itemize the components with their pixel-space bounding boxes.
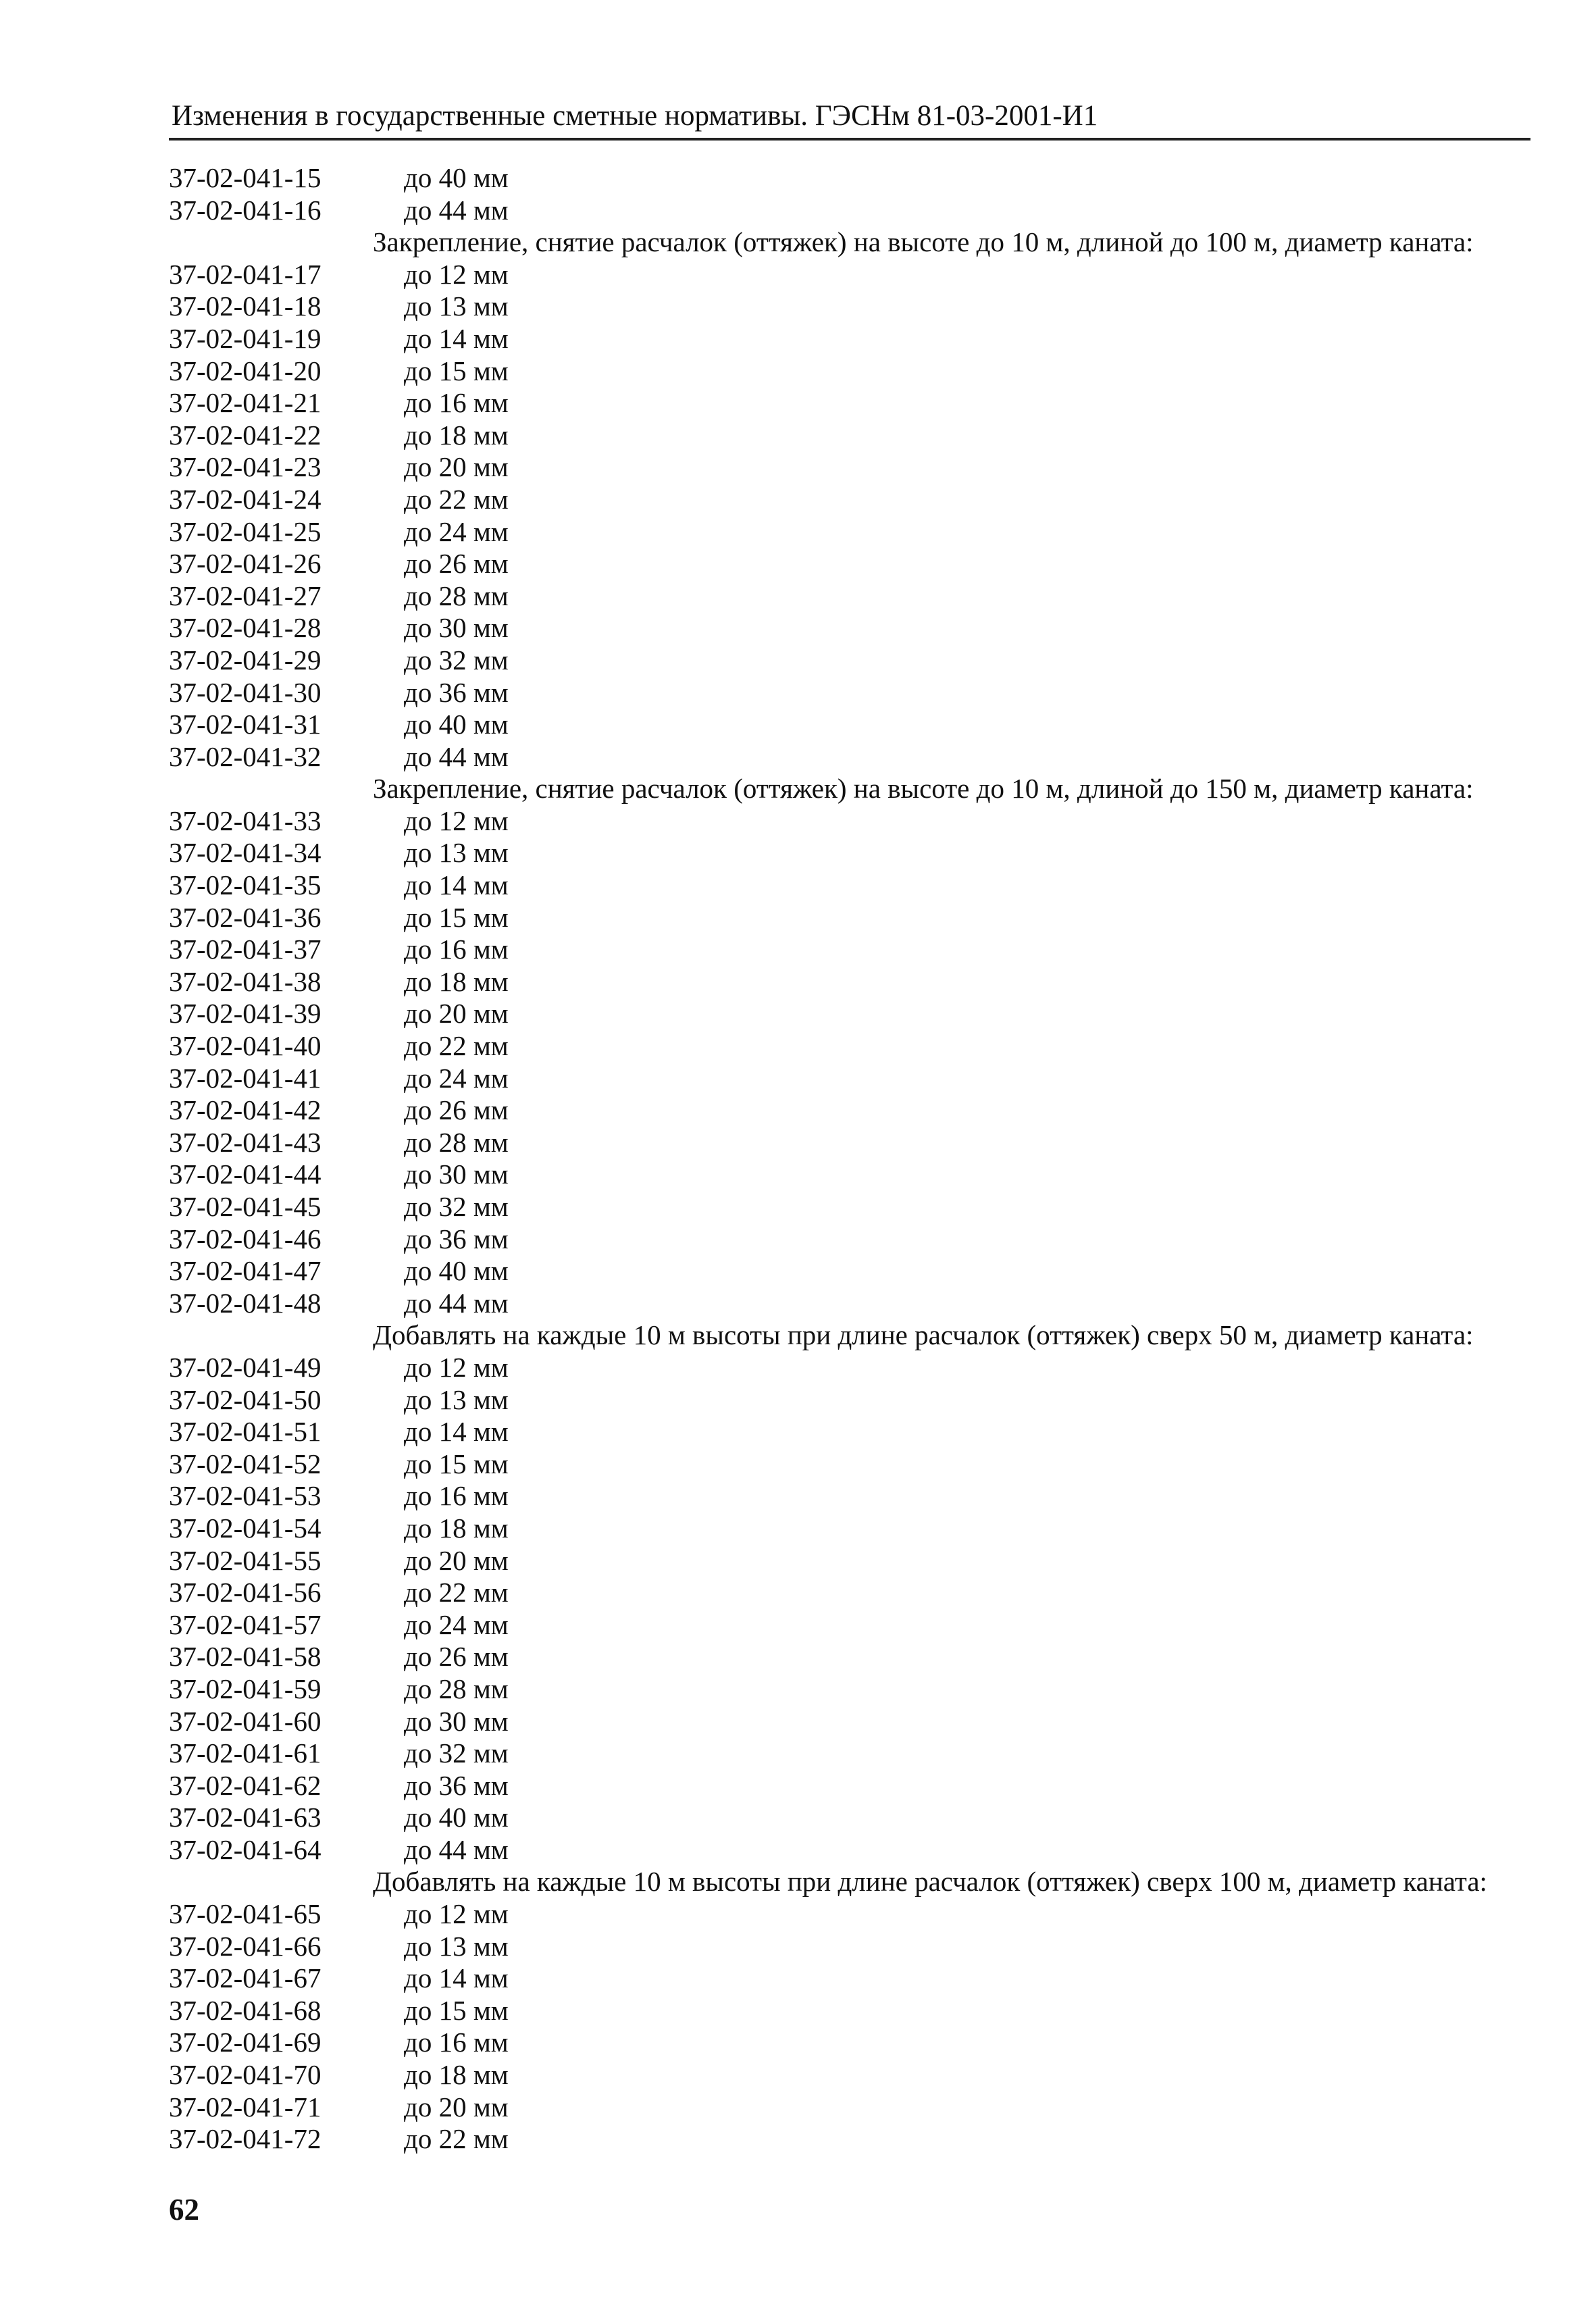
norm-diameter: до 18 мм <box>404 1512 509 1544</box>
norm-diameter: до 30 мм <box>404 1159 509 1190</box>
norm-diameter: до 13 мм <box>404 837 509 869</box>
norm-code: 37-02-041-15 <box>169 162 321 193</box>
norm-diameter: до 24 мм <box>404 515 509 547</box>
norm-row <box>169 1834 1540 1866</box>
norm-code: 37-02-041-72 <box>169 2123 321 2155</box>
norm-code: 37-02-041-51 <box>169 1416 321 1448</box>
norm-row <box>169 1094 1540 1127</box>
norm-row <box>169 290 1540 323</box>
norm-diameter: до 32 мм <box>404 1737 509 1769</box>
norm-row <box>169 548 1540 580</box>
norm-row <box>169 1127 1540 1159</box>
norm-row <box>169 966 1540 998</box>
norm-row <box>169 805 1540 838</box>
norm-row <box>169 902 1540 934</box>
norm-row <box>169 355 1540 388</box>
norm-code: 37-02-041-30 <box>169 676 321 708</box>
norm-row <box>169 195 1540 227</box>
norm-row <box>169 741 1540 773</box>
norm-diameter: до 15 мм <box>404 1994 509 2026</box>
norm-row <box>169 1255 1540 1288</box>
norm-diameter: до 16 мм <box>404 387 509 419</box>
norm-code: 37-02-041-50 <box>169 1383 321 1415</box>
norm-diameter: до 16 мм <box>404 1480 509 1512</box>
norm-row <box>169 1706 1540 1738</box>
norm-code: 37-02-041-47 <box>169 1255 321 1287</box>
norm-row <box>169 1288 1540 1320</box>
norm-row <box>169 484 1540 516</box>
norm-diameter: до 40 мм <box>404 162 509 193</box>
norm-code: 37-02-041-37 <box>169 934 321 965</box>
norm-code: 37-02-041-69 <box>169 2027 321 2058</box>
norm-diameter: до 16 мм <box>404 2027 509 2058</box>
norm-diameter: до 30 мм <box>404 612 509 644</box>
section-heading-text: Закрепление, снятие расчалок (оттяжек) на высоте до 10 м, длиной до 100 м, диаметр каната: <box>373 226 1474 258</box>
page-header <box>169 92 1530 141</box>
norm-row <box>169 1737 1540 1770</box>
norm-row <box>169 837 1540 869</box>
norm-row <box>169 869 1540 902</box>
norm-row <box>169 420 1540 452</box>
norm-diameter: до 22 мм <box>404 1577 509 1608</box>
norm-row <box>169 1223 1540 1256</box>
norm-row <box>169 1898 1540 1931</box>
norm-code: 37-02-041-42 <box>169 1094 321 1126</box>
norm-row <box>169 1063 1540 1095</box>
norm-row <box>169 451 1540 484</box>
norm-diameter: до 12 мм <box>404 1351 509 1383</box>
norm-code: 37-02-041-65 <box>169 1898 321 1930</box>
section-heading-text: Закрепление, снятие расчалок (оттяжек) на высоте до 10 м, длиной до 150 м, диаметр каната: <box>373 773 1474 805</box>
norm-code: 37-02-041-41 <box>169 1062 321 1094</box>
norm-code: 37-02-041-17 <box>169 258 321 290</box>
norm-code: 37-02-041-71 <box>169 2091 321 2123</box>
norm-code: 37-02-041-61 <box>169 1737 321 1769</box>
norm-row <box>169 2027 1540 2059</box>
section-heading <box>169 226 1540 259</box>
norm-diameter: до 26 мм <box>404 548 509 580</box>
norm-row <box>169 1416 1540 1448</box>
section-heading <box>169 773 1540 805</box>
norm-row <box>169 1513 1540 1545</box>
norm-code: 37-02-041-24 <box>169 483 321 515</box>
norm-row <box>169 259 1540 291</box>
norm-diameter: до 13 мм <box>404 1930 509 1962</box>
norm-row <box>169 2059 1540 2091</box>
norm-code: 37-02-041-39 <box>169 998 321 1030</box>
norm-code: 37-02-041-16 <box>169 194 321 226</box>
norm-diameter: до 20 мм <box>404 2091 509 2123</box>
norm-code: 37-02-041-58 <box>169 1641 321 1673</box>
norm-code: 37-02-041-43 <box>169 1126 321 1158</box>
norm-diameter: до 36 мм <box>404 676 509 708</box>
norm-code: 37-02-041-62 <box>169 1769 321 1801</box>
norm-row <box>169 1609 1540 1642</box>
norm-code: 37-02-041-63 <box>169 1802 321 1833</box>
norm-diameter: до 16 мм <box>404 934 509 965</box>
norm-diameter: до 12 мм <box>404 1898 509 1930</box>
section-heading <box>169 1319 1540 1352</box>
norm-code: 37-02-041-35 <box>169 869 321 901</box>
norm-row <box>169 1673 1540 1706</box>
norm-diameter: до 22 мм <box>404 2123 509 2155</box>
norm-code: 37-02-041-25 <box>169 515 321 547</box>
norm-diameter: до 15 мм <box>404 355 509 386</box>
norm-row <box>169 1545 1540 1577</box>
norm-code: 37-02-041-18 <box>169 290 321 322</box>
norm-row <box>169 1995 1540 2027</box>
norm-code: 37-02-041-38 <box>169 965 321 997</box>
norm-code: 37-02-041-48 <box>169 1287 321 1319</box>
norm-row <box>169 580 1540 613</box>
header-title: Изменения в государственные сметные нормативы. ГЭСНм 81-03-2001-И1 <box>172 100 1098 132</box>
norm-code: 37-02-041-34 <box>169 837 321 869</box>
norm-diameter: до 14 мм <box>404 1416 509 1448</box>
norm-row <box>169 1641 1540 1673</box>
norm-diameter: до 22 мм <box>404 483 509 515</box>
norm-diameter: до 20 мм <box>404 998 509 1030</box>
norm-diameter: до 20 мм <box>404 1544 509 1576</box>
norm-row <box>169 1384 1540 1417</box>
norm-row <box>169 998 1540 1030</box>
norm-diameter: до 28 мм <box>404 1126 509 1158</box>
norm-row <box>169 1191 1540 1223</box>
norm-row <box>169 1931 1540 1963</box>
norm-code: 37-02-041-33 <box>169 805 321 836</box>
norm-diameter: до 28 мм <box>404 1673 509 1704</box>
norm-code: 37-02-041-36 <box>169 901 321 933</box>
norm-code: 37-02-041-20 <box>169 355 321 386</box>
norm-code: 37-02-041-66 <box>169 1930 321 1962</box>
norm-row <box>169 1480 1540 1513</box>
norm-code: 37-02-041-68 <box>169 1994 321 2026</box>
norm-code: 37-02-041-55 <box>169 1544 321 1576</box>
norm-diameter: до 22 мм <box>404 1030 509 1062</box>
norm-code: 37-02-041-32 <box>169 740 321 772</box>
norm-diameter: до 36 мм <box>404 1223 509 1254</box>
norm-code: 37-02-041-45 <box>169 1191 321 1222</box>
norm-diameter: до 15 мм <box>404 1448 509 1479</box>
norm-row <box>169 1802 1540 1834</box>
norm-code: 37-02-041-22 <box>169 419 321 451</box>
norm-row <box>169 709 1540 741</box>
norm-row <box>169 1962 1540 1995</box>
section-heading <box>169 1866 1540 1898</box>
norm-diameter: до 12 мм <box>404 258 509 290</box>
norm-row <box>169 1577 1540 1609</box>
norm-row <box>169 1030 1540 1063</box>
norm-diameter: до 40 мм <box>404 1255 509 1287</box>
norm-diameter: до 30 мм <box>404 1705 509 1737</box>
norm-code: 37-02-041-54 <box>169 1512 321 1544</box>
norm-code: 37-02-041-64 <box>169 1833 321 1865</box>
norm-diameter: до 24 мм <box>404 1062 509 1094</box>
norm-row <box>169 1448 1540 1481</box>
norm-diameter: до 44 мм <box>404 1833 509 1865</box>
norm-diameter: до 13 мм <box>404 1383 509 1415</box>
norm-code: 37-02-041-28 <box>169 612 321 644</box>
norm-code: 37-02-041-31 <box>169 709 321 740</box>
norm-code: 37-02-041-27 <box>169 580 321 611</box>
norm-row <box>169 2123 1540 2156</box>
norm-code: 37-02-041-60 <box>169 1705 321 1737</box>
norm-diameter: до 26 мм <box>404 1641 509 1673</box>
norm-code: 37-02-041-46 <box>169 1223 321 1254</box>
norm-diameter: до 15 мм <box>404 901 509 933</box>
section-heading-text: Добавлять на каждые 10 м высоты при длине расчалок (оттяжек) сверх 50 м, диаметр каната: <box>373 1319 1474 1351</box>
norm-row <box>169 516 1540 549</box>
norm-diameter: до 18 мм <box>404 419 509 451</box>
norm-diameter: до 32 мм <box>404 1191 509 1222</box>
norm-code: 37-02-041-59 <box>169 1673 321 1704</box>
norm-diameter: до 12 мм <box>404 805 509 836</box>
norm-code: 37-02-041-19 <box>169 322 321 354</box>
norm-row <box>169 323 1540 355</box>
norm-code: 37-02-041-57 <box>169 1608 321 1640</box>
norm-code: 37-02-041-70 <box>169 2059 321 2091</box>
norm-diameter: до 24 мм <box>404 1608 509 1640</box>
norm-row <box>169 387 1540 420</box>
norm-row <box>169 612 1540 644</box>
norm-code: 37-02-041-40 <box>169 1030 321 1062</box>
norm-code: 37-02-041-52 <box>169 1448 321 1479</box>
norm-code: 37-02-041-56 <box>169 1577 321 1608</box>
norm-diameter: до 20 мм <box>404 451 509 483</box>
norm-row <box>169 934 1540 966</box>
norm-row <box>169 162 1540 195</box>
norm-row <box>169 1352 1540 1384</box>
norm-code: 37-02-041-53 <box>169 1480 321 1512</box>
norm-row <box>169 677 1540 709</box>
norm-code: 37-02-041-44 <box>169 1159 321 1190</box>
norm-row <box>169 644 1540 677</box>
norm-diameter: до 13 мм <box>404 290 509 322</box>
norm-code: 37-02-041-21 <box>169 387 321 419</box>
norm-row <box>169 2091 1540 2124</box>
section-heading-text: Добавлять на каждые 10 м высоты при длине расчалок (оттяжек) сверх 100 м, диаметр каната: <box>373 1866 1487 1898</box>
norm-code: 37-02-041-26 <box>169 548 321 580</box>
norm-diameter: до 44 мм <box>404 1287 509 1319</box>
norm-diameter: до 40 мм <box>404 1802 509 1833</box>
norm-code: 37-02-041-29 <box>169 644 321 676</box>
norms-list <box>169 162 1540 2156</box>
norm-diameter: до 36 мм <box>404 1769 509 1801</box>
norm-code: 37-02-041-67 <box>169 1962 321 1994</box>
norm-row <box>169 1770 1540 1802</box>
norm-diameter: до 14 мм <box>404 1962 509 1994</box>
norm-diameter: до 26 мм <box>404 1094 509 1126</box>
norm-row <box>169 1159 1540 1191</box>
norm-diameter: до 14 мм <box>404 869 509 901</box>
norm-diameter: до 44 мм <box>404 194 509 226</box>
norm-diameter: до 18 мм <box>404 2059 509 2091</box>
norm-diameter: до 40 мм <box>404 709 509 740</box>
norm-diameter: до 28 мм <box>404 580 509 611</box>
norm-diameter: до 32 мм <box>404 644 509 676</box>
norm-diameter: до 18 мм <box>404 965 509 997</box>
norm-diameter: до 14 мм <box>404 322 509 354</box>
norm-code: 37-02-041-23 <box>169 451 321 483</box>
page-number: 62 <box>169 2193 199 2227</box>
norm-code: 37-02-041-49 <box>169 1351 321 1383</box>
norm-diameter: до 44 мм <box>404 740 509 772</box>
